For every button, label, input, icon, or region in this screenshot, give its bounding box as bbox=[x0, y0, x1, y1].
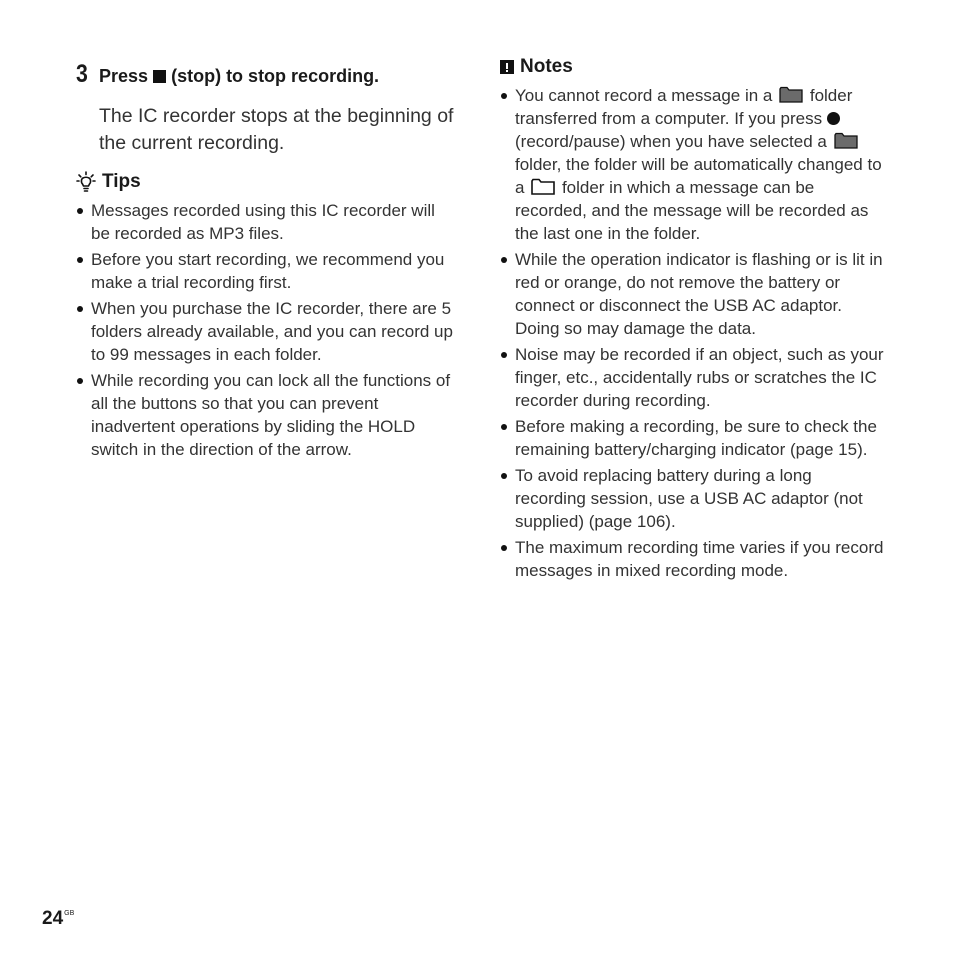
caution-icon bbox=[500, 60, 514, 74]
step-title-pre: Press bbox=[99, 66, 149, 86]
tips-heading-label: Tips bbox=[102, 171, 141, 192]
list-item: While recording you can lock all the functions of all the buttons so that you can prevent inadvertent operations by sliding the HOLD switch in the direction of the arrow. bbox=[76, 369, 458, 461]
notes-heading-label: Notes bbox=[520, 56, 573, 77]
tips-heading bbox=[76, 171, 458, 193]
stop-square-icon bbox=[153, 70, 166, 83]
empty-folder-icon bbox=[531, 178, 555, 195]
list-item: Before making a recording, be sure to check the remaining battery/charging indicator (page 15). bbox=[500, 415, 884, 461]
left-column bbox=[76, 60, 458, 464]
list-item: The maximum recording time varies if you record messages in mixed recording mode. bbox=[500, 536, 884, 582]
step-title bbox=[99, 66, 379, 87]
step-heading bbox=[76, 60, 458, 89]
list-item: Before you start recording, we recommend you make a trial recording first. bbox=[76, 248, 458, 294]
lightbulb-icon bbox=[76, 171, 96, 193]
filled-folder-icon bbox=[834, 132, 858, 149]
list-item: Messages recorded using this IC recorder will be recorded as MP3 files. bbox=[76, 199, 458, 245]
note-text: folder in which a message can be recorded, and the message will be recorded as the last one in the folder. bbox=[515, 178, 869, 243]
note-text: (record/pause) when you have selected a bbox=[515, 132, 827, 151]
note-text: You cannot record a message in a bbox=[515, 86, 773, 105]
list-item bbox=[500, 84, 884, 245]
note-text: folder, the folder will be automatically changed to a bbox=[515, 155, 882, 197]
tips-list bbox=[76, 199, 458, 461]
right-column bbox=[500, 56, 884, 585]
list-item: Noise may be recorded if an object, such as your finger, etc., accidentally rubs or scratches the IC recorder during recording. bbox=[500, 343, 884, 412]
step-title-post: (stop) to stop recording. bbox=[171, 66, 380, 86]
filled-folder-icon bbox=[779, 86, 803, 103]
notes-heading bbox=[500, 56, 884, 78]
page-region: GB bbox=[64, 910, 75, 917]
notes-list bbox=[500, 84, 884, 582]
page-number-value: 24 bbox=[42, 908, 64, 929]
list-item: When you purchase the IC recorder, there are 5 folders already available, and you can record up to 99 messages in each folder. bbox=[76, 297, 458, 366]
note-text: folder transferred from a computer. If you press bbox=[515, 86, 853, 128]
page-number bbox=[42, 908, 74, 930]
list-item: To avoid replacing battery during a long recording session, use a USB AC adaptor (not supplied) (page 106). bbox=[500, 464, 884, 533]
step-description: The IC recorder stops at the beginning of the current recording. bbox=[99, 105, 454, 154]
list-item: While the operation indicator is flashing or is lit in red or orange, do not remove the battery or connect or disconnect the USB AC adaptor. Doing so may damage the data. bbox=[500, 248, 884, 340]
step-number: 3 bbox=[76, 60, 87, 88]
record-dot-icon bbox=[827, 112, 840, 125]
